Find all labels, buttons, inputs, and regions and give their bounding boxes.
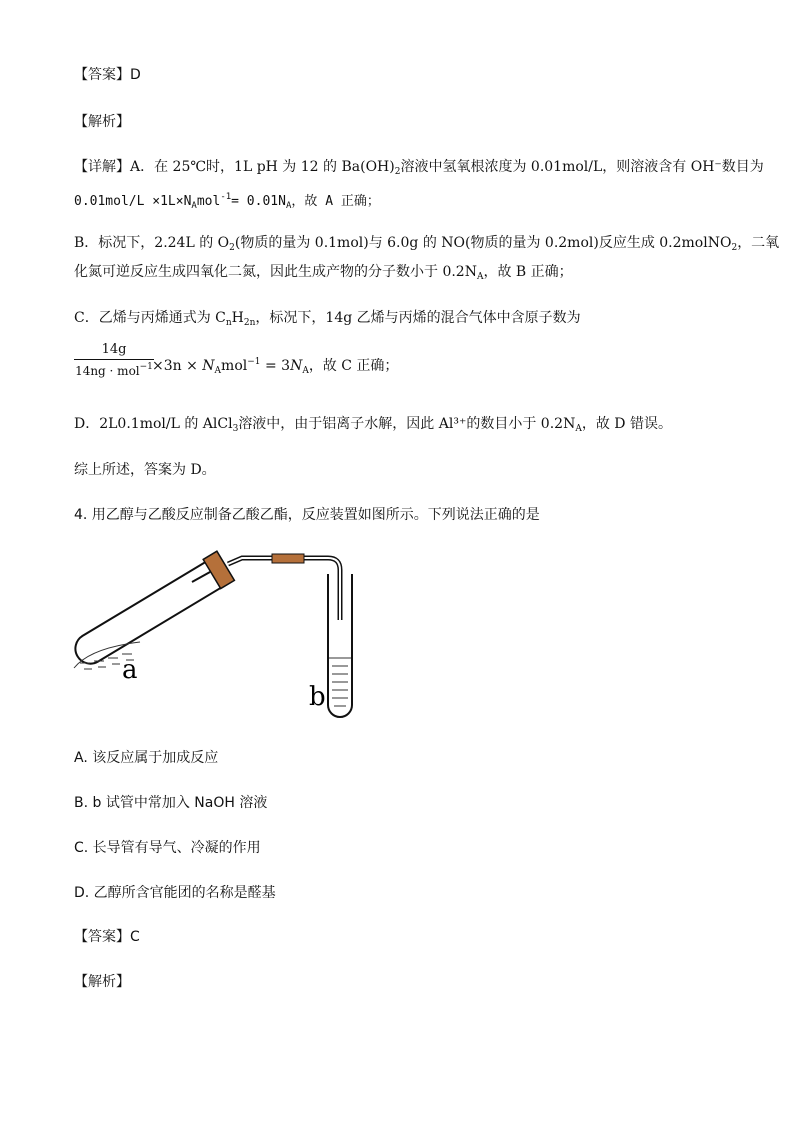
fraction	[74, 342, 154, 378]
stopper	[203, 551, 234, 588]
apparatus-figure	[60, 540, 380, 730]
option-D: D. 乙醇所含官能团的名称是醛基	[74, 885, 276, 901]
detail-B-line-2: 化氮可逆反应生成四氧化二氮，因此生成产物的分子数小于 $0.2N_A$，故 B 正确；	[74, 264, 573, 282]
rubber-connector	[272, 554, 304, 563]
option-C: C. 长导管有导气、冷凝的作用	[74, 840, 261, 856]
summary: 综上所述，答案为 D。	[74, 462, 216, 478]
fraction-numerator: 14g	[101, 342, 127, 357]
question-4-stem: 4. 用乙醇与乙酸反应制备乙酸乙酯，反应装置如图所示。下列说法正确的是	[74, 507, 540, 523]
fraction-bar	[74, 359, 154, 360]
analysis-1-label: 【解析】	[74, 114, 130, 130]
detail-A-line-2: $0.01mol/L \times 1L\times N_Amol^{-1}= 0.01N_A$，故 A 正确；	[74, 192, 380, 211]
detail-B-line-1: B．标况下，2.24L 的 $O_2$(物质的量为 0.1mol)与 6.0g 的 NO(物质的量为 0.2mol)反应生成 0.2molNO$_2$，二氧	[74, 235, 780, 253]
answer-label: 【答案】	[74, 929, 130, 945]
detail-C-line-1: C．乙烯与丙烯通式为 $C_nH_{2n}$，标况下，14g 乙烯与丙烯的混合气体中含原子数为	[74, 310, 581, 328]
label-b: b	[309, 682, 326, 712]
detail-C-line-2: $\times 3n \times N_Amol^{-1} = 3N_A$，故 C 正确；	[152, 357, 399, 376]
detail-D-line: D．2L0.1mol/L 的 AlCl$_3$溶液中，由于铝离子水解，因此 Al³⁺的数目小于 $0.2N_A$，故 D 错误。	[74, 416, 672, 434]
answer-value: D	[130, 67, 141, 83]
inner-tube-stub	[192, 572, 210, 582]
detail-label: 【详解】	[74, 159, 130, 175]
answer-2	[74, 928, 140, 946]
delivery-tube	[228, 558, 340, 620]
option-A: A. 该反应属于加成反应	[74, 750, 219, 766]
label-a: a	[122, 655, 138, 685]
fraction-denominator: 14ng · mol$^{-1}$	[75, 362, 153, 378]
answer-value: C	[130, 929, 140, 945]
answer-label: 【答案】	[74, 67, 130, 83]
analysis-2-label: 【解析】	[74, 974, 130, 990]
detail-A-line-1: 【详解】A．在 25℃时，1L pH 为 12 的 $Ba(OH)_2$溶液中氢氧根浓度为 0.01mol/L，则溶液含有 OH⁻数目为	[74, 159, 764, 177]
answer-1	[74, 66, 141, 84]
liquid-b	[329, 658, 351, 706]
option-B: B. b 试管中常加入 NaOH 溶液	[74, 795, 268, 811]
